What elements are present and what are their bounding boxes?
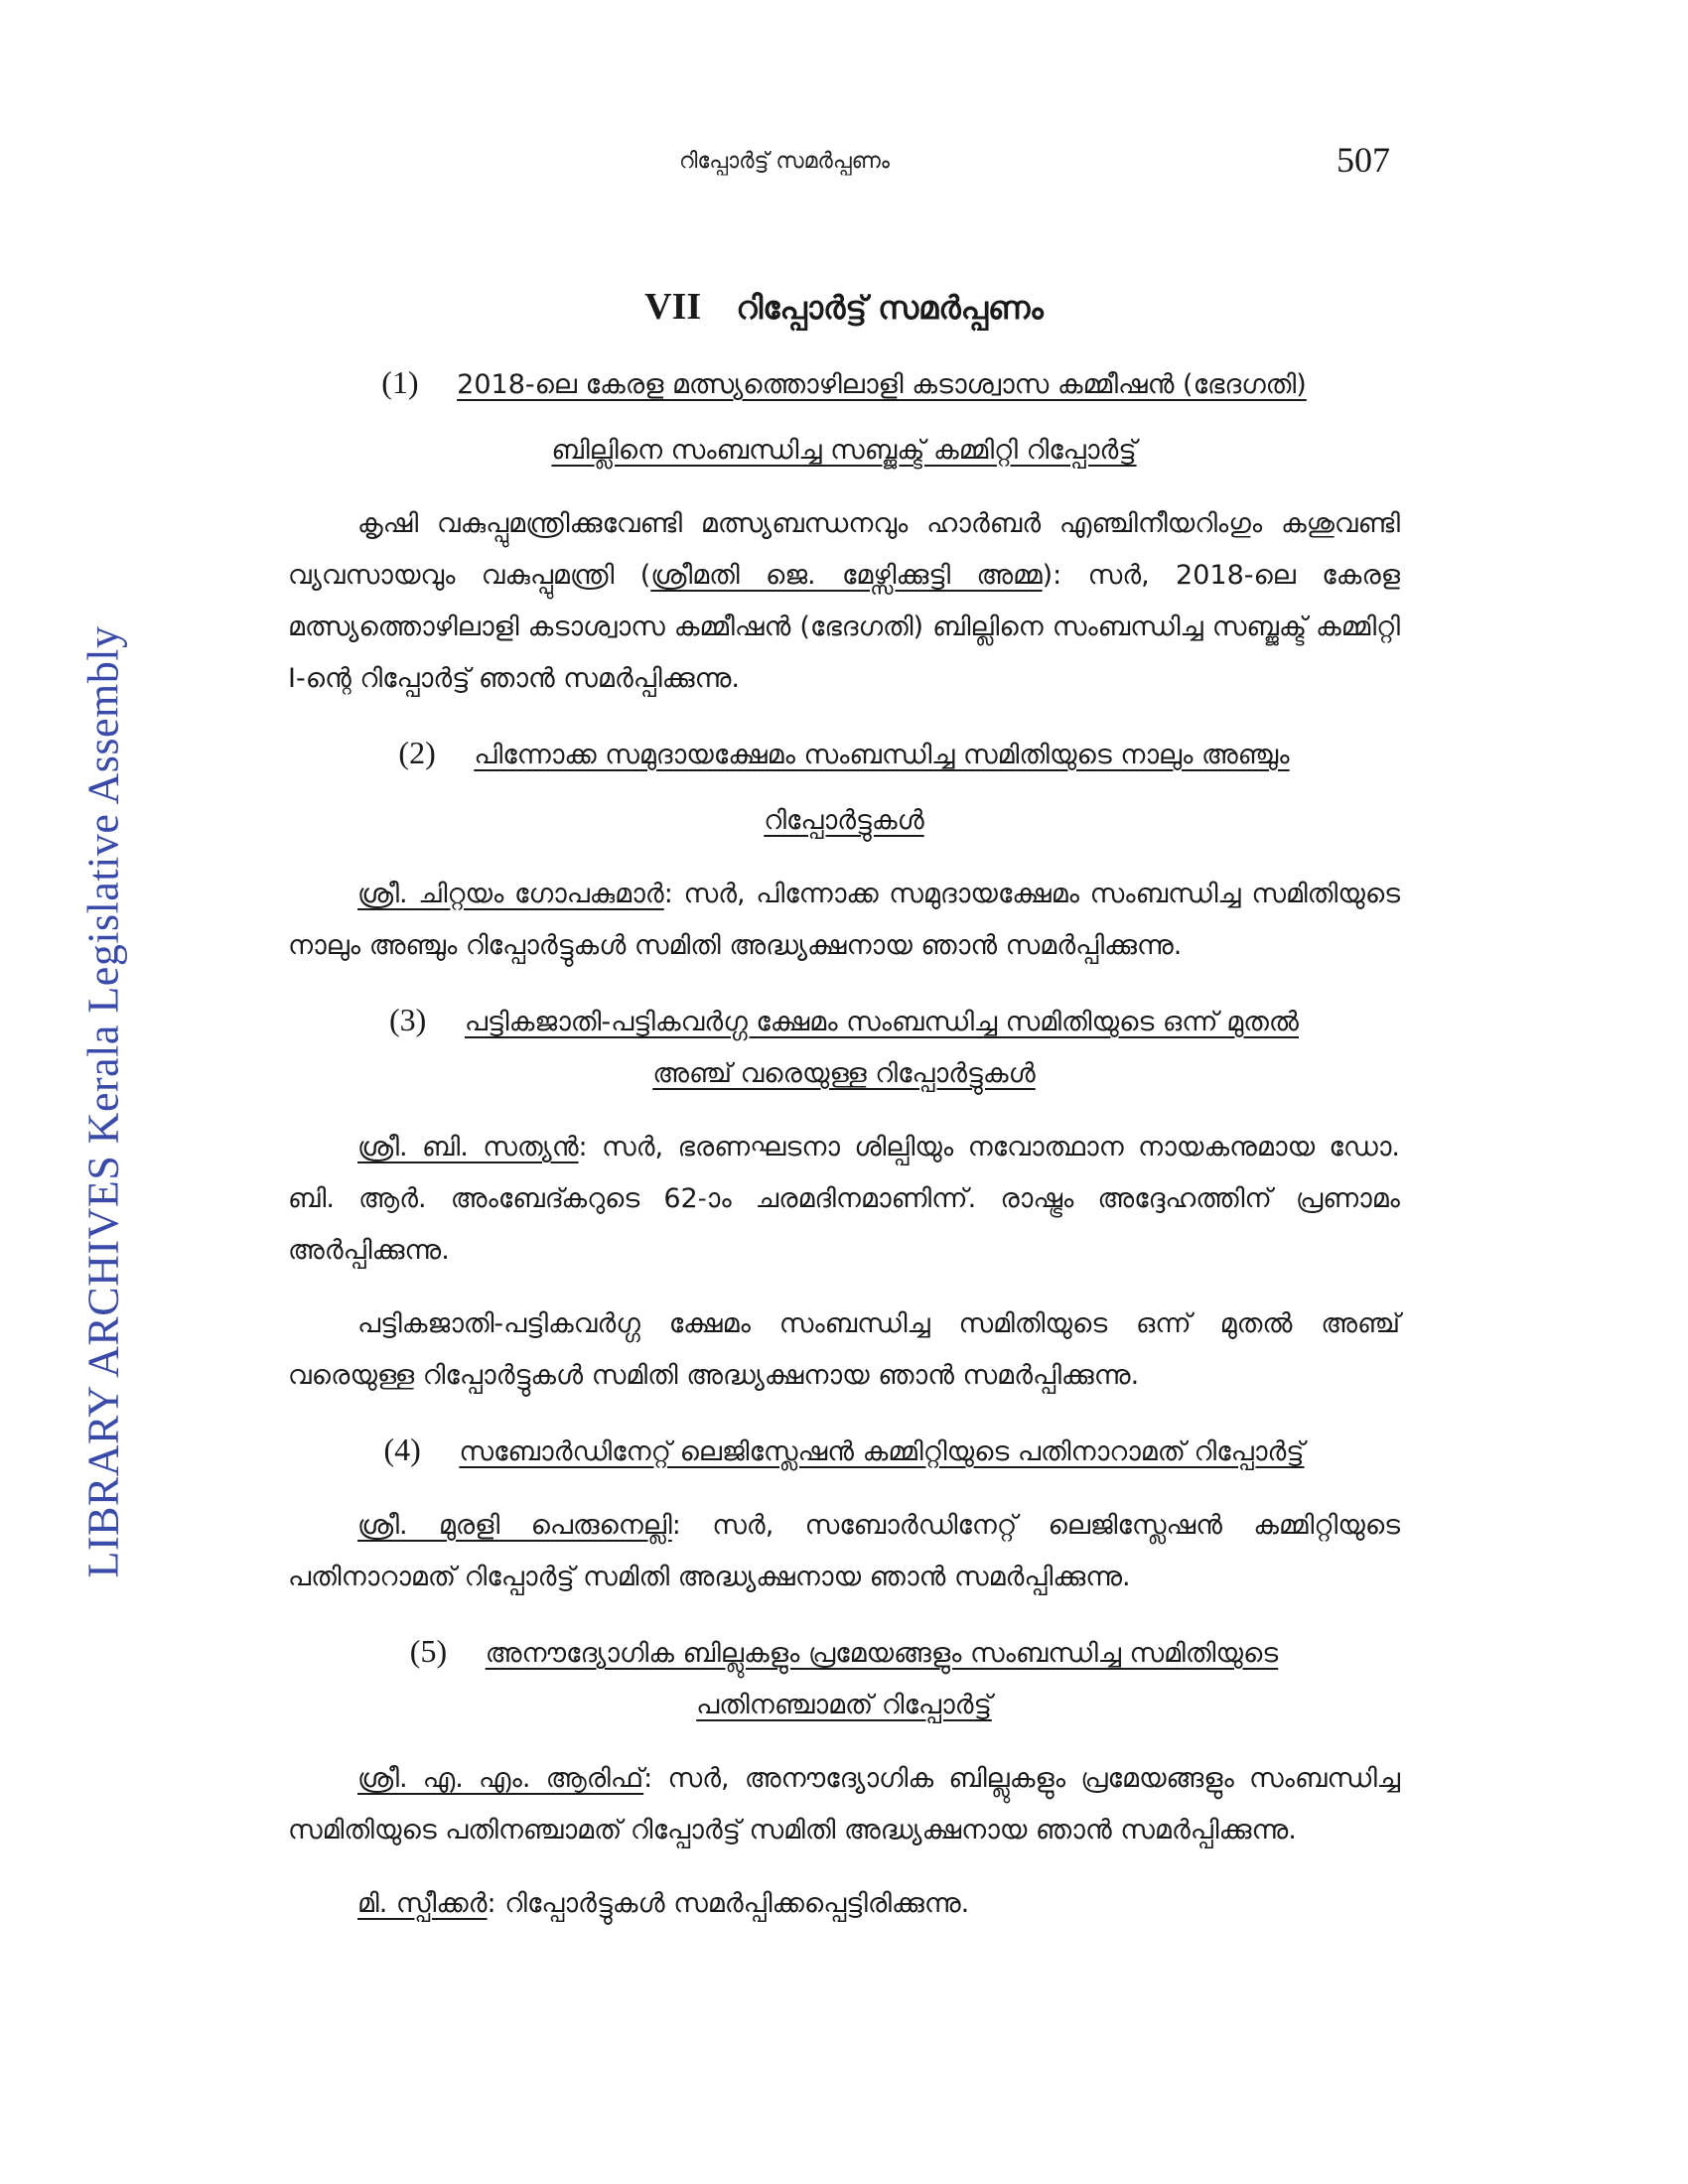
section-number: (3) xyxy=(388,1002,427,1037)
section-heading-line1: പട്ടികജാതി-പട്ടികവർഗ്ഗ ക്ഷേമം സംബന്ധിച്ച സമിതിയുടെ ഒന്ന് മുതൽ xyxy=(464,1007,1299,1037)
speaker-name: മി. സ്പീക്കർ xyxy=(357,1888,488,1919)
section-number: (2) xyxy=(398,735,436,770)
section-heading-line1: 2018-ലെ കേരള മത്സ്യത്തൊഴിലാളി കടാശ്വാസ കമ്മീഷൻ (ഭേദഗതി) xyxy=(457,369,1307,400)
section-heading-line2: റിപ്പോർട്ടുകൾ xyxy=(764,805,924,836)
section-number: (5) xyxy=(409,1633,448,1669)
section-heading-line1: പിന്നോക്ക സമുദായക്ഷേമം സംബന്ധിച്ച സമിതിയുടെ നാലും അഞ്ചും xyxy=(474,740,1290,770)
speech-text: ): സർ, 2018-ലെ കേരള മത്സ്യത്തൊഴിലാളി കടാശ്വാസ കമ്മീഷൻ (ഭേദഗതി) ബില്ലിനെ സംബന്ധിച്ച സബ്ജക്ട് കമ്മിറ്റി I-ന്റെ റിപ്പോർട്ട് ഞാൻ സമർപ്പിക്കുന്നു. xyxy=(288,560,1401,694)
running-header-title: റിപ്പോർട്ട് സമർപ്പണം xyxy=(678,149,891,174)
speech-paragraph xyxy=(288,498,1400,705)
speech-paragraph xyxy=(288,1298,1400,1402)
speech-text: : സർ, സബോർഡിനേറ്റ് ലെജിസ്ലേഷൻ കമ്മിറ്റിയുടെ പതിനാറാമത് റിപ്പോർട്ട് സമിതി അദ്ധ്യക്ഷനായ ഞാൻ സമർപ്പിക്കുന്നു. xyxy=(288,1510,1401,1592)
speech-text: : റിപ്പോർട്ടുകൾ സമർപ്പിക്കപ്പെട്ടിരിക്കുന്നു. xyxy=(487,1888,970,1919)
section-heading-line2: ബില്ലിനെ സംബന്ധിച്ച സബ്ജക്ട് കമ്മിറ്റി റിപ്പോർട്ട് xyxy=(551,435,1137,466)
section-heading-5 xyxy=(288,1625,1400,1731)
page-number: 507 xyxy=(1336,140,1390,180)
speech-paragraph xyxy=(288,1878,1400,1930)
chapter-title xyxy=(288,283,1400,329)
section-heading-3 xyxy=(288,994,1400,1100)
section-heading-4 xyxy=(288,1424,1400,1478)
speaker-name: ശ്രീ. മുരളി പെരുനെല്ലി xyxy=(357,1510,672,1541)
section-heading-line2: പതിനഞ്ചാമത് റിപ്പോർട്ട് xyxy=(696,1690,992,1720)
archive-watermark: LIBRARY ARCHIVES Kerala Legislative Assembly xyxy=(78,625,128,1578)
section-heading-line1: സബോർഡിനേറ്റ് ലെജിസ്ലേഷൻ കമ്മിറ്റിയുടെ പതിനാറാമത് റിപ്പോർട്ട് xyxy=(459,1436,1305,1467)
speaker-name: ശ്രീ. എ. എം. ആരിഫ് xyxy=(357,1763,644,1794)
speech-paragraph xyxy=(288,1753,1400,1856)
section-number: (1) xyxy=(381,364,419,400)
section-heading-2 xyxy=(288,727,1400,847)
speech-paragraph xyxy=(288,1500,1400,1603)
speech-text: : സർ, അനൗദ്യോഗിക ബില്ലുകളും പ്രമേയങ്ങളും സംബന്ധിച്ച സമിതിയുടെ പതിനഞ്ചാമത് റിപ്പോർട്ട് സമിതി അദ്ധ്യക്ഷനായ ഞാൻ സമർപ്പിക്കുന്നു. xyxy=(288,1763,1400,1845)
speaker-name: ശ്രീ. ചിറ്റയം ഗോപകുമാർ xyxy=(357,879,664,909)
speech-paragraph xyxy=(288,1122,1400,1277)
section-number: (4) xyxy=(383,1432,421,1467)
speech-text: : സർ, ഭരണഘടനാ ശില്പിയും നവോത്ഥാന നായകനുമായ ഡോ. ബി. ആർ. അംബേദ്കറുടെ 62-ാം ചരമദിനമാണിന്ന്. രാഷ്ട്രം അദ്ദേഹത്തിന് പ്രണാമം അർപ്പിക്കുന്നു. xyxy=(288,1132,1400,1266)
section-heading-line2: അഞ്ച് വരെയുള്ള റിപ്പോർട്ടുകൾ xyxy=(652,1058,1036,1089)
speaker-name: ശ്രീ. ബി. സത്യൻ xyxy=(357,1132,579,1162)
speaker-prefix: കൃഷി വകുപ്പുമന്ത്രിക്കുവേണ്ടി മത്സ്യബന്ധനവും ഹാർബർ എഞ്ചിനീയറിംഗും കശുവണ്ടി വ്യവസായവും വകുപ്പുമന്ത്രി ( xyxy=(288,508,1400,591)
speech-text: പട്ടികജാതി-പട്ടികവർഗ്ഗ ക്ഷേമം സംബന്ധിച്ച സമിതിയുടെ ഒന്ന് മുതൽ അഞ്ച് വരെയുള്ള റിപ്പോർട്ടുകൾ സമിതി അദ്ധ്യക്ഷനായ ഞാൻ സമർപ്പിക്കുന്നു. xyxy=(288,1308,1400,1391)
chapter-title-text: റിപ്പോർട്ട് സമർപ്പണം xyxy=(736,289,1044,327)
speaker-name: ശ്രീമതി ജെ. മേഴ്സിക്കുട്ടി അമ്മ xyxy=(650,560,1043,591)
document-body xyxy=(288,283,1400,1952)
speech-paragraph xyxy=(288,869,1400,972)
section-heading-line1: അനൗദ്യോഗിക ബില്ലുകളും പ്രമേയങ്ങളും സംബന്ധിച്ച സമിതിയുടെ xyxy=(485,1638,1279,1669)
section-heading-1 xyxy=(288,356,1400,477)
chapter-roman-numeral: VII xyxy=(644,286,702,328)
speech-text: : സർ, പിന്നോക്ക സമുദായക്ഷേമം സംബന്ധിച്ച സമിതിയുടെ നാലും അഞ്ചും റിപ്പോർട്ടുകൾ സമിതി അദ്ധ്യക്ഷനായ ഞാൻ സമർപ്പിക്കുന്നു. xyxy=(288,879,1400,961)
